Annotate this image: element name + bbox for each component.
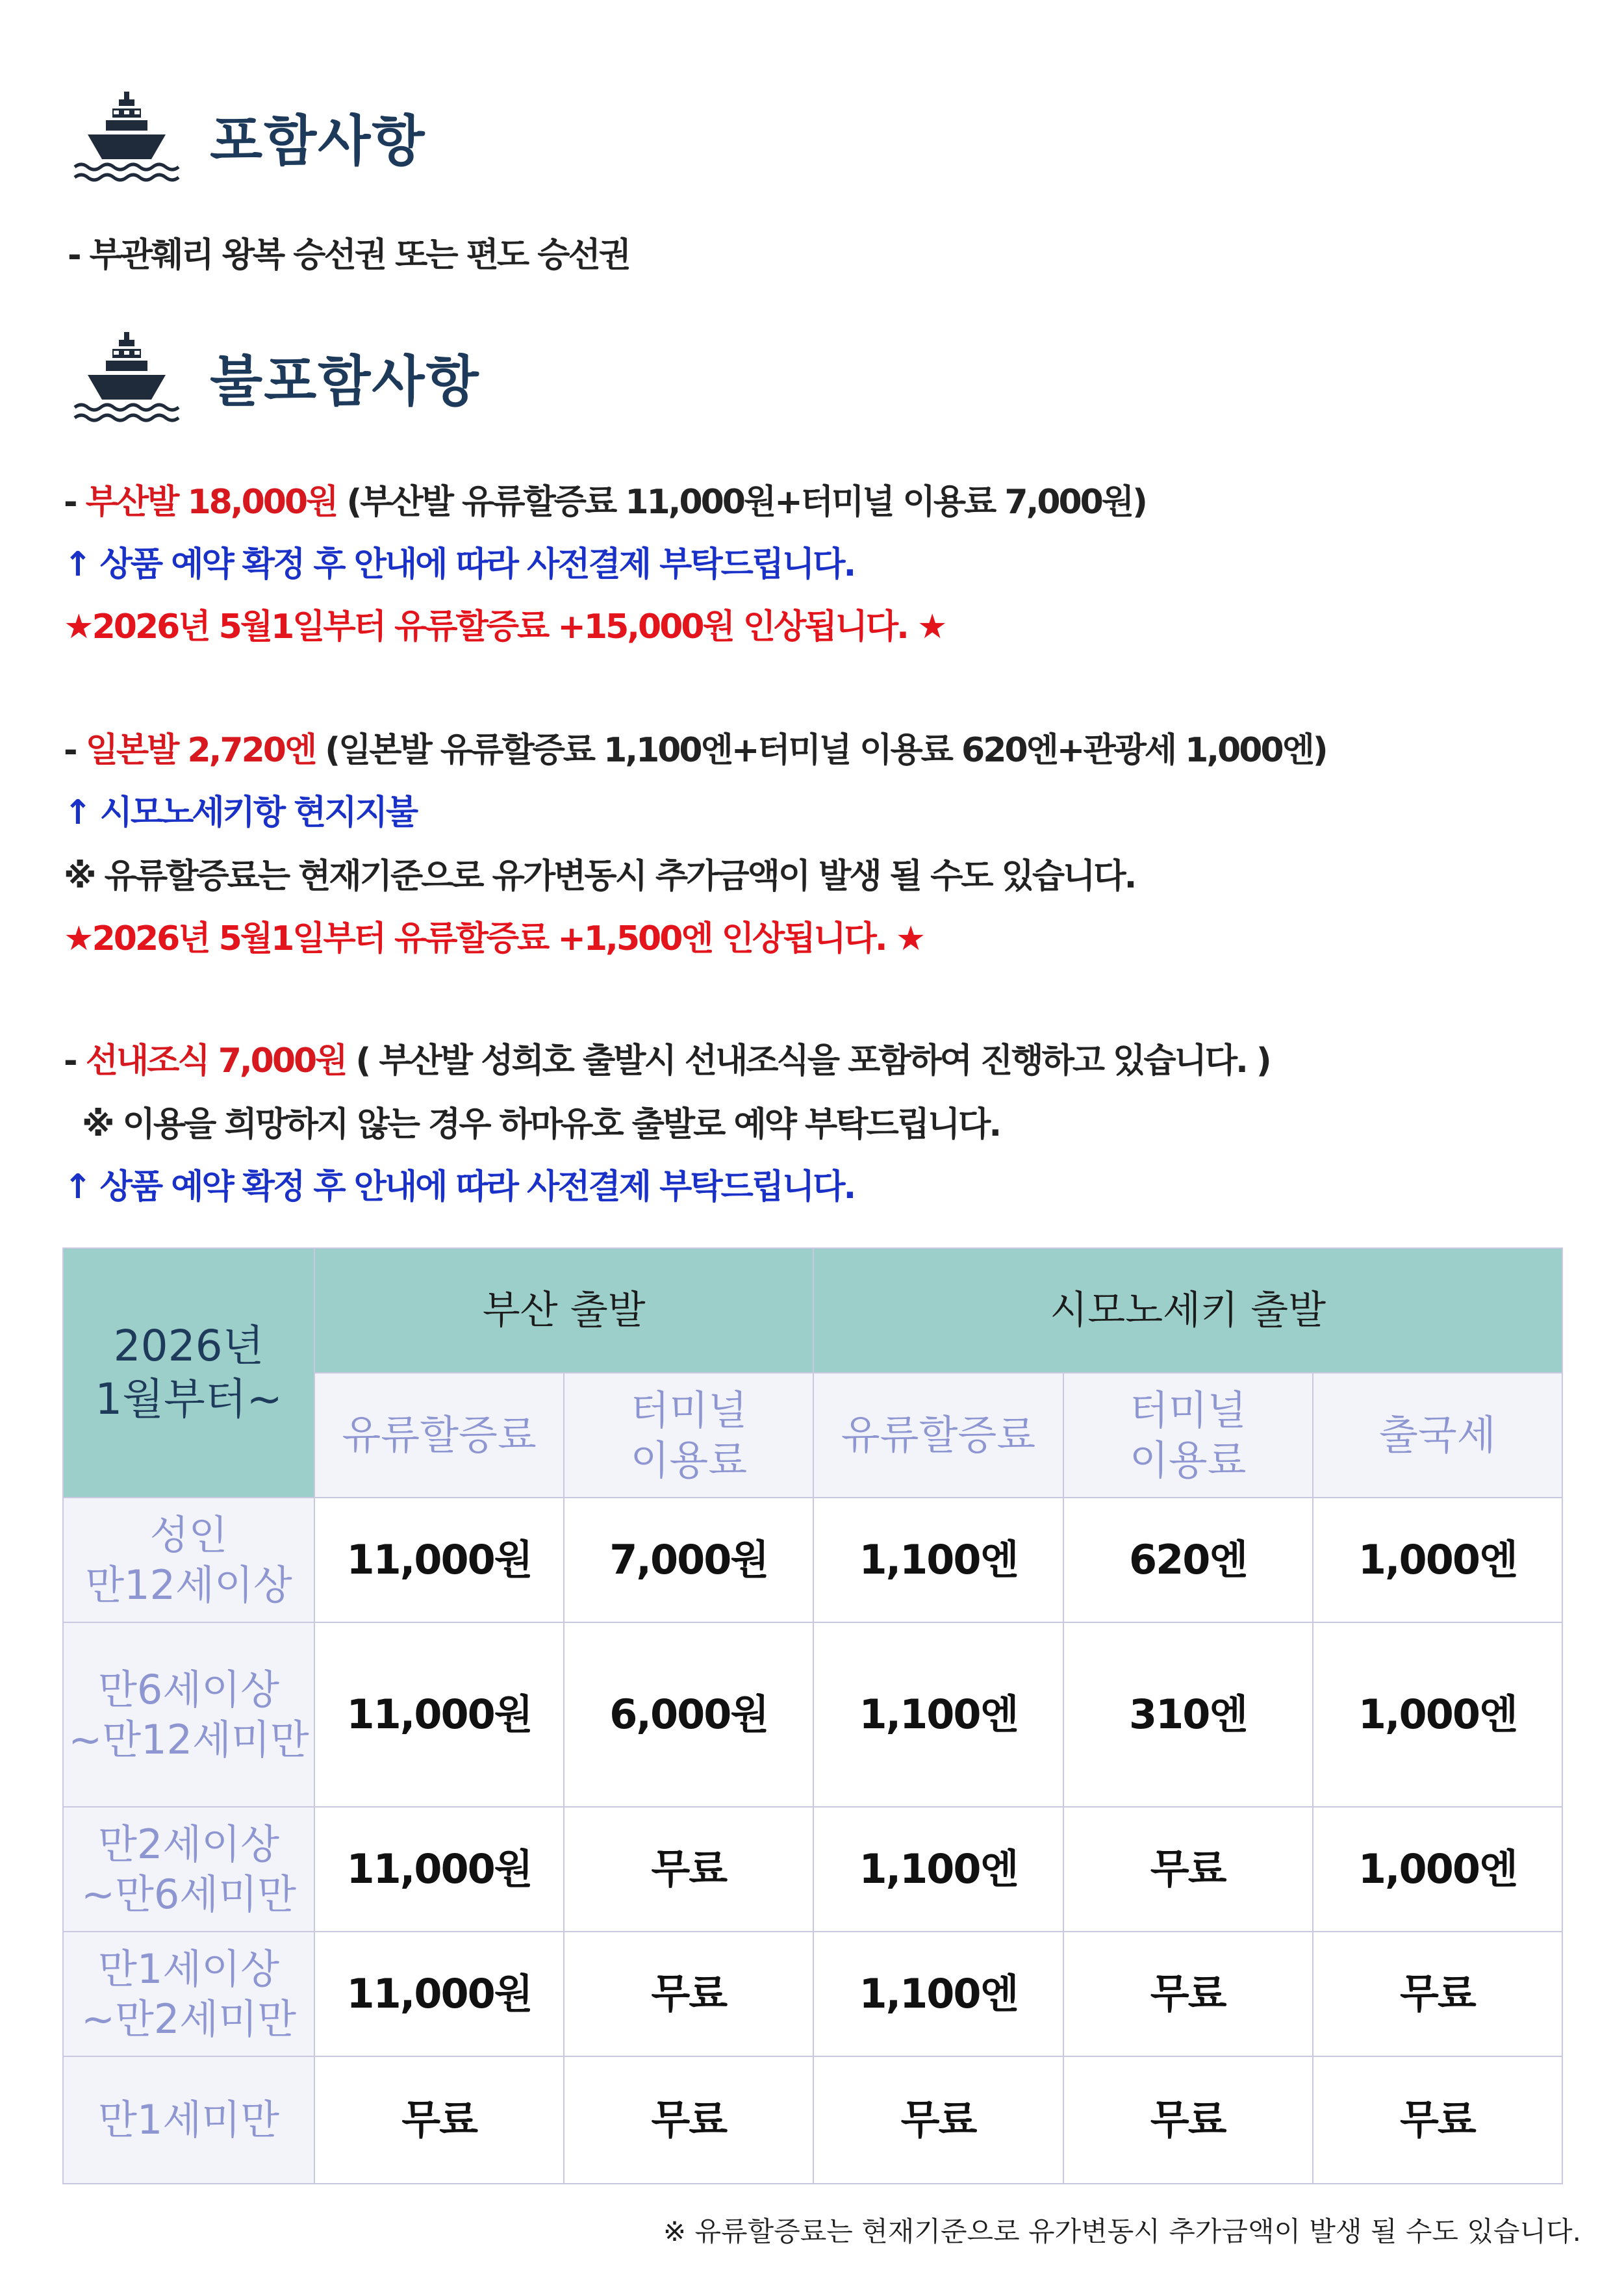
table-row [63, 1622, 1562, 1807]
busan-fee-label: 부산발 18,000원 [85, 483, 337, 522]
group-header-shimonoseki: 시모노세키 출발 [813, 1248, 1562, 1373]
table-row [63, 2056, 1562, 2184]
japan-payment-note: ↑ 시모노세키항 현지지불 [64, 793, 417, 832]
table-cell: 1,100엔 [813, 1622, 1063, 1807]
row-label [63, 2056, 314, 2184]
row-label-text: 만2세이상 [97, 1820, 279, 1868]
breakfast-payment-note: ↑ 상품 예약 확정 후 안내에 따라 사전결제 부탁드립니다. [64, 1168, 855, 1207]
table-row [63, 1807, 1562, 1932]
table-row [63, 1498, 1562, 1622]
japan-warning: ※ 유류할증료는 현재기준으로 유가변동시 추가금액이 발생 될 수도 있습니다. [64, 857, 1136, 896]
table-cell: 11,000원 [314, 1622, 564, 1807]
table-cell: 무료 [314, 2056, 564, 2184]
subheader-text: 유류할증료 [342, 1411, 537, 1459]
subheader-text: 이용료 [1129, 1437, 1247, 1484]
row-label [63, 1932, 314, 2056]
ship-icon [68, 88, 185, 185]
corner-line-1: 2026년 [113, 1320, 264, 1371]
row-label-text: 만1세이상 [97, 1945, 279, 1993]
japan-fee-label: 일본발 2,720엔 [85, 731, 316, 770]
table-cell: 무료 [1313, 2056, 1562, 2184]
ship-icon [68, 328, 185, 426]
table-cell: 무료 [813, 2056, 1063, 2184]
included-line: - 부관훼리 왕복 승선권 또는 편도 승선권 [68, 236, 629, 275]
included-section-header [68, 88, 426, 185]
row-label [63, 1807, 314, 1932]
row-label-text: 성인 [149, 1511, 228, 1559]
table-cell: 무료 [564, 1807, 813, 1932]
subheader-departure-tax [1313, 1373, 1562, 1498]
table-cell: 1,100엔 [813, 1932, 1063, 2056]
footnote: ※ 유류할증료는 현재기준으로 유가변동시 추가금액이 발생 될 수도 있습니다. [663, 2216, 1581, 2247]
row-label-text: 만6세이상 [97, 1665, 279, 1713]
table-row [63, 1932, 1562, 2056]
included-title: 포함사항 [210, 109, 426, 173]
row-label-text: ~만2세미만 [81, 1995, 296, 2043]
table-cell: 1,000엔 [1313, 1807, 1562, 1932]
breakfast-dash: - [64, 1041, 86, 1080]
busan-fee-line [64, 474, 1146, 523]
table-cell: 무료 [564, 2056, 813, 2184]
table-cell: 무료 [1063, 1932, 1313, 2056]
table-cell: 1,000엔 [1313, 1622, 1562, 1807]
breakfast-line [64, 1033, 1270, 1082]
breakfast-label: 선내조식 7,000원 [85, 1041, 346, 1080]
table-cell: 7,000원 [564, 1498, 813, 1622]
fare-table [62, 1247, 1563, 2184]
table-cell: 620엔 [1063, 1498, 1313, 1622]
busan-payment-note: ↑ 상품 예약 확정 후 안내에 따라 사전결제 부탁드립니다. [64, 545, 855, 584]
row-label-text: ~만6세미만 [81, 1871, 296, 1918]
subheader-terminal-busan [564, 1373, 813, 1498]
row-label [63, 1498, 314, 1622]
table-cell: 무료 [1313, 1932, 1562, 2056]
excluded-section-header [68, 328, 480, 426]
subheader-fuel-busan [314, 1373, 564, 1498]
table-cell: 무료 [564, 1932, 813, 2056]
table-cell: 1,000엔 [1313, 1498, 1562, 1622]
japan-dash: - [64, 731, 86, 770]
corner-line-2: 1월부터~ [95, 1374, 283, 1424]
table-cell: 무료 [1063, 2056, 1313, 2184]
japan-fee-detail: (일본발 유류할증료 1,100엔+터미널 이용료 620엔+관광세 1,000엔) [315, 731, 1326, 770]
subheader-text: 터미널 [630, 1386, 748, 1434]
row-label-text: ~만12세미만 [68, 1716, 309, 1763]
subheader-text: 터미널 [1129, 1386, 1247, 1434]
subheader-fuel-shimonoseki [813, 1373, 1063, 1498]
table-cell: 1,100엔 [813, 1498, 1063, 1622]
breakfast-warning: ※ 이용을 희망하지 않는 경우 하마유호 출발로 예약 부탁드립니다. [82, 1105, 1000, 1144]
table-cell: 무료 [1063, 1807, 1313, 1932]
row-label-text: 만1세미만 [97, 2096, 279, 2144]
table-cell: 310엔 [1063, 1622, 1313, 1807]
subheader-text: 유류할증료 [841, 1411, 1036, 1459]
table-cell: 11,000원 [314, 1932, 564, 2056]
excluded-title: 불포함사항 [210, 349, 480, 413]
busan-notice: ★2026년 5월1일부터 유류할증료 +15,000원 인상됩니다. ★ [64, 607, 946, 646]
japan-notice: ★2026년 5월1일부터 유류할증료 +1,500엔 인상됩니다. ★ [64, 919, 924, 958]
row-label-text: 만12세이상 [85, 1561, 292, 1609]
group-header-busan: 부산 출발 [314, 1248, 813, 1373]
table-cell: 1,100엔 [813, 1807, 1063, 1932]
busan-fee-detail: (부산발 유류할증료 11,000원+터미널 이용료 7,000원) [336, 483, 1146, 522]
subheader-text: 이용료 [630, 1437, 748, 1484]
row-label [63, 1622, 314, 1807]
breakfast-detail: ( 부산발 성희호 출발시 선내조식을 포함하여 진행하고 있습니다. ) [346, 1041, 1270, 1080]
busan-dash: - [64, 483, 86, 522]
subheader-terminal-shimonoseki [1063, 1373, 1313, 1498]
table-corner-header [63, 1248, 314, 1498]
subheader-text: 출국세 [1379, 1411, 1496, 1459]
table-cell: 11,000원 [314, 1498, 564, 1622]
table-cell: 11,000원 [314, 1807, 564, 1932]
japan-fee-line [64, 722, 1326, 771]
table-cell: 6,000원 [564, 1622, 813, 1807]
